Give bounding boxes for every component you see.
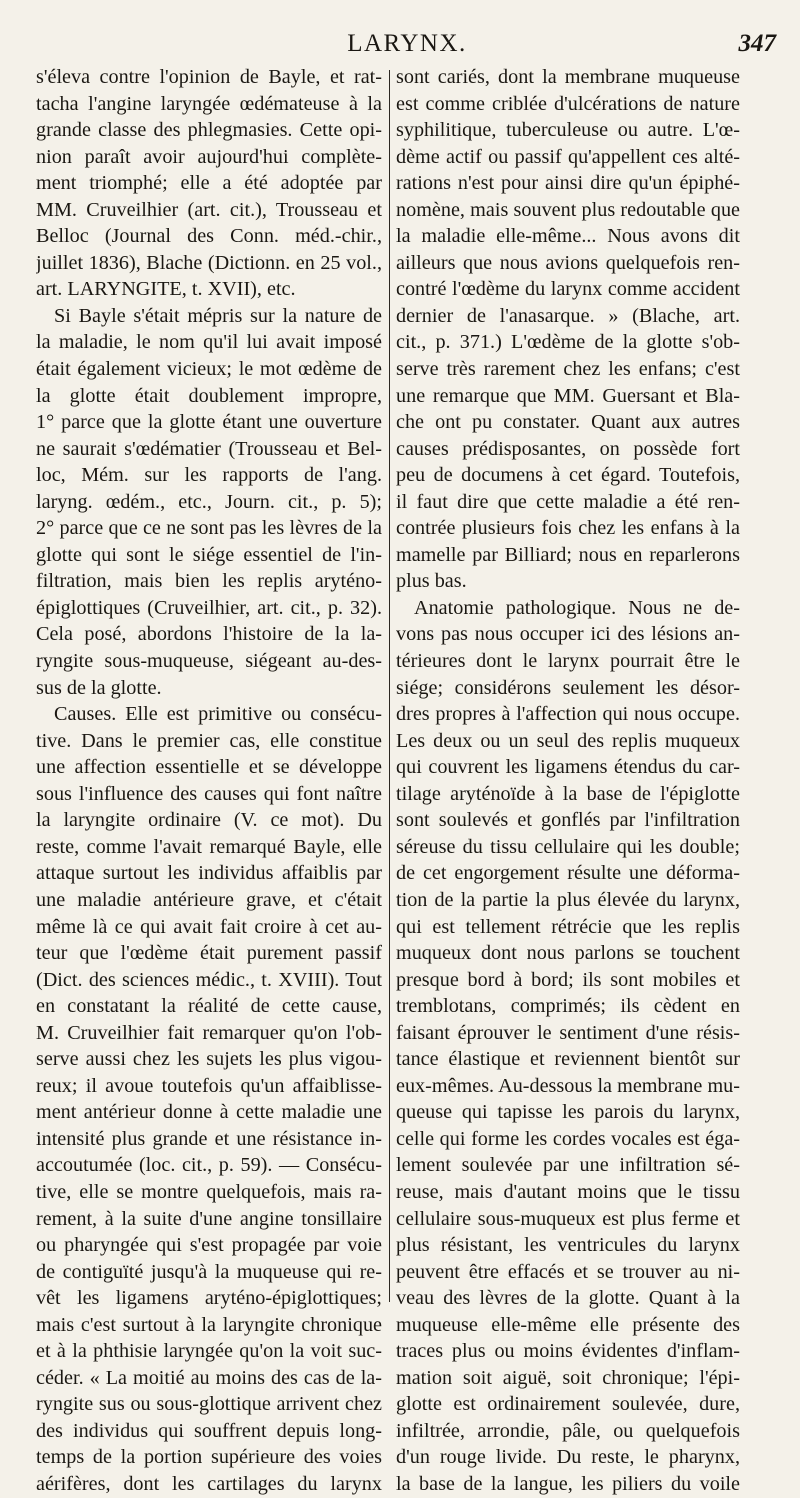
text-line: de contiguïté jusqu'à la muqueuse qui re-: [36, 1260, 382, 1283]
page-number: 347: [738, 30, 776, 57]
text-line: s'éleva contre l'opinion de Bayle, et rat-: [36, 66, 382, 88]
text-line: d'un rouge livide. Du reste, le pharynx,: [396, 1446, 740, 1469]
text-line: sont soulevés et gonflés par l'infiltration: [396, 809, 740, 832]
text-line: céder. « La moitié au moins des cas de la-: [36, 1366, 382, 1389]
text-line: teur que l'œdème était purement passif: [36, 942, 382, 965]
text-line: sous l'influence des causes qui font naître: [36, 782, 382, 805]
text-line: il faut dire que cette maladie a été ren-: [396, 490, 740, 513]
text-line: Si Bayle s'était mépris sur la nature de: [54, 304, 382, 327]
text-line: serve aussi chez les sujets les plus vigou-: [36, 1048, 382, 1071]
text-line: contré l'œdème du larynx comme accident: [396, 278, 740, 301]
text-line: vons pas nous occuper ici des lésions an-: [396, 623, 740, 646]
text-line: che ont pu constater. Quant aux autres: [396, 411, 740, 434]
text-line: 2° parce que ce ne sont pas les lèvres de la: [36, 517, 382, 540]
text-line: reste, comme l'avait remarqué Bayle, elle: [36, 835, 382, 858]
text-line: 1° parce que la glotte étant une ouverture: [36, 411, 382, 434]
text-line: intensité plus grande et une résistance in-: [36, 1127, 382, 1150]
text-line: séreuse du tissu cellulaire qui les double;: [396, 835, 740, 858]
text-line: ryngite sous-muqueuse, siégeant au-des-: [36, 650, 382, 673]
text-line: ment triomphé; elle a été adoptée par: [36, 172, 382, 195]
text-line: térieures dont le larynx pourrait être le: [396, 650, 740, 673]
text-line: infiltrée, arrondie, pâle, ou quelquefois: [396, 1419, 740, 1442]
text-line: de cet engorgement résulte une déforma-: [396, 862, 740, 885]
text-line: tive. Dans le premier cas, elle constitue: [36, 729, 382, 752]
text-line: une affection essentielle et se développe: [36, 756, 382, 779]
text-line: vêt les ligamens aryténo-épiglottiques;: [36, 1287, 382, 1310]
text-line: contrée plusieurs fois chez les enfans à la: [396, 517, 740, 540]
text-line: syphilitique, tuberculeuse ou autre. L'œ-: [396, 119, 740, 142]
text-line: filtration, mais bien les replis aryténo-: [36, 570, 382, 593]
text-line: Causes. Elle est primitive ou consécu-: [54, 703, 382, 726]
text-line: Anatomie pathologique. Nous ne de-: [414, 596, 740, 619]
text-line: la base de la langue, les piliers du voile: [396, 1472, 740, 1495]
text-line: la laryngite ordinaire (V. ce mot). Du: [36, 809, 382, 832]
text-line: la glotte était doublement impropre,: [36, 384, 382, 407]
text-line: ou pharyngée qui s'est propagée par voie: [36, 1234, 382, 1257]
text-line: queuse qui tapisse les parois du larynx,: [396, 1101, 740, 1124]
text-line: (Dict. des sciences médic., t. XVIII). Tout: [36, 968, 382, 991]
text-line: et à la phthisie laryngée qu'on la voit suc-: [36, 1340, 382, 1363]
text-line: est comme criblée d'ulcérations de nature: [396, 92, 740, 115]
text-line: muqueuse elle-même elle présente des: [396, 1313, 740, 1336]
text-line: attaque surtout les individus affaiblis par: [36, 862, 382, 885]
text-line: une maladie antérieure grave, et c'était: [36, 888, 382, 911]
text-line: des individus qui souffrent depuis long-: [36, 1419, 382, 1442]
text-line: lement soulevée par une infiltration sé-: [396, 1154, 740, 1177]
text-line: M. Cruveilhier fait remarquer qu'on l'ob-: [36, 1021, 382, 1044]
text-line: en constatant la réalité de cette cause,: [36, 995, 382, 1018]
text-line: sus de la glotte.: [36, 676, 162, 699]
text-line: tion de la partie la plus élevée du larynx,: [396, 888, 740, 911]
text-line: aérifères, dont les cartilages du larynx: [36, 1472, 382, 1495]
text-line: ailleurs que nous avions quelquefois ren-: [396, 251, 740, 274]
text-line: rement, à la suite d'une angine tonsillaire: [36, 1207, 382, 1230]
text-line: peu de documens à cet égard. Toutefois,: [396, 464, 740, 487]
text-line: Belloc (Journal des Conn. méd.-chir.,: [36, 225, 382, 248]
column-divider: [389, 70, 390, 1302]
text-line: juillet 1836), Blache (Dictionn. en 25 vol.,: [36, 251, 382, 274]
text-line: mamelle par Billiard; nous en reparlerons: [396, 543, 740, 566]
text-line: eux-mêmes. Au-dessous la membrane mu-: [396, 1074, 740, 1097]
text-line: reuse, mais d'autant moins que le tissu: [396, 1180, 740, 1203]
text-line: plus résistant, les ventricules du larynx: [396, 1234, 740, 1257]
text-line: siége; considérons seulement les désor-: [396, 676, 740, 699]
text-line: une remarque que MM. Guersant et Bla-: [396, 384, 740, 407]
text-line: ment antérieur donne à cette maladie une: [36, 1101, 382, 1124]
text-line: mais c'est surtout à la laryngite chronique: [36, 1313, 382, 1336]
text-line: temps de la portion supérieure des voies: [36, 1446, 382, 1469]
text-line: tacha l'angine laryngée œdémateuse à la: [36, 92, 382, 115]
text-line: serve très rarement chez les enfans; c'est: [396, 358, 740, 381]
text-line: Cela posé, abordons l'histoire de la la-: [36, 623, 382, 646]
text-line: épiglottiques (Cruveilhier, art. cit., p. 32).: [36, 596, 382, 619]
text-line: la maladie, le nom qu'il lui avait imposé: [36, 331, 382, 354]
text-line: veau des lèvres de la glotte. Quant à la: [396, 1287, 740, 1310]
text-line: tive, elle se montre quelquefois, mais ra-: [36, 1180, 382, 1203]
text-line: traces plus ou moins évidentes d'inflam-: [396, 1340, 740, 1363]
text-line: Les deux ou un seul des replis muqueux: [396, 729, 740, 752]
text-line: rations n'est pour ainsi dire qu'un épiphé-: [396, 172, 740, 195]
text-line: tremblotans, comprimés; ils cèdent en: [396, 995, 740, 1018]
text-line: ne saurait s'œdématier (Trousseau et Bel-: [36, 437, 382, 460]
text-line: accoutumée (loc. cit., p. 59). — Consécu-: [36, 1154, 382, 1177]
text-line: nomène, mais souvent plus redoutable que: [396, 198, 740, 221]
text-line: dres propres à l'affection qui nous occupe.: [396, 703, 740, 726]
text-line: qui est tellement rétrécie que les replis: [396, 915, 740, 938]
text-line: même là ce qui avait fait croire à cet au-: [36, 915, 382, 938]
running-title: LARYNX.: [347, 30, 467, 57]
text-line: était également vicieux; le mot œdème de: [36, 358, 382, 381]
text-line: dernier de l'anasarque. » (Blache, art.: [396, 304, 740, 327]
text-line: la maladie elle-même... Nous avons dit: [396, 225, 740, 248]
text-line: glotte qui sont le siége essentiel de l'in-: [36, 543, 382, 566]
text-line: sont cariés, dont la membrane muqueuse: [396, 66, 740, 88]
page-header: [38, 30, 776, 62]
text-line: dème actif ou passif qu'appellent ces alté-: [396, 145, 740, 168]
text-line: reux; il avoue toutefois qu'un affaiblisse-: [36, 1074, 382, 1097]
text-line: cellulaire sous-muqueux est plus ferme et: [396, 1207, 740, 1230]
text-line: laryng. œdém., etc., Journ. cit., p. 5);: [36, 490, 382, 513]
text-line: tance élastique et reviennent bientôt sur: [396, 1048, 740, 1071]
text-line: art. LARYNGITE, t. XVII), etc.: [36, 278, 296, 301]
text-line: presque bord à bord; ils sont mobiles et: [396, 968, 740, 991]
text-line: peuvent être effacés et se trouver au ni-: [396, 1260, 740, 1283]
text-line: cit., p. 371.) L'œdème de la glotte s'ob-: [396, 331, 740, 354]
right-text-column: [396, 64, 740, 1498]
text-line: faisant éprouver le sentiment d'une résis-: [396, 1021, 740, 1044]
text-line: plus bas.: [396, 570, 467, 593]
text-line: muqueux dont nous parlons se touchent: [396, 942, 740, 965]
text-line: glotte est ordinairement soulevée, dure,: [396, 1393, 740, 1416]
text-line: loc, Mém. sur les rapports de l'ang.: [36, 464, 382, 487]
left-text-column: [36, 64, 382, 1498]
text-line: tilage aryténoïde à la base de l'épiglotte: [396, 782, 740, 805]
text-line: causes prédisposantes, on possède fort: [396, 437, 740, 460]
text-line: grande classe des phlegmasies. Cette opi-: [36, 119, 382, 142]
text-line: MM. Cruveilhier (art. cit.), Trousseau et: [36, 198, 382, 221]
text-line: ryngite sus ou sous-glottique arrivent chez: [36, 1393, 382, 1416]
text-line: qui couvrent les ligamens étendus du car-: [396, 756, 740, 779]
text-line: celle qui forme les cordes vocales est éga-: [396, 1127, 740, 1150]
text-line: mation soit aiguë, soit chronique; l'épi-: [396, 1366, 740, 1389]
text-line: nion paraît avoir aujourd'hui complète-: [36, 145, 382, 168]
